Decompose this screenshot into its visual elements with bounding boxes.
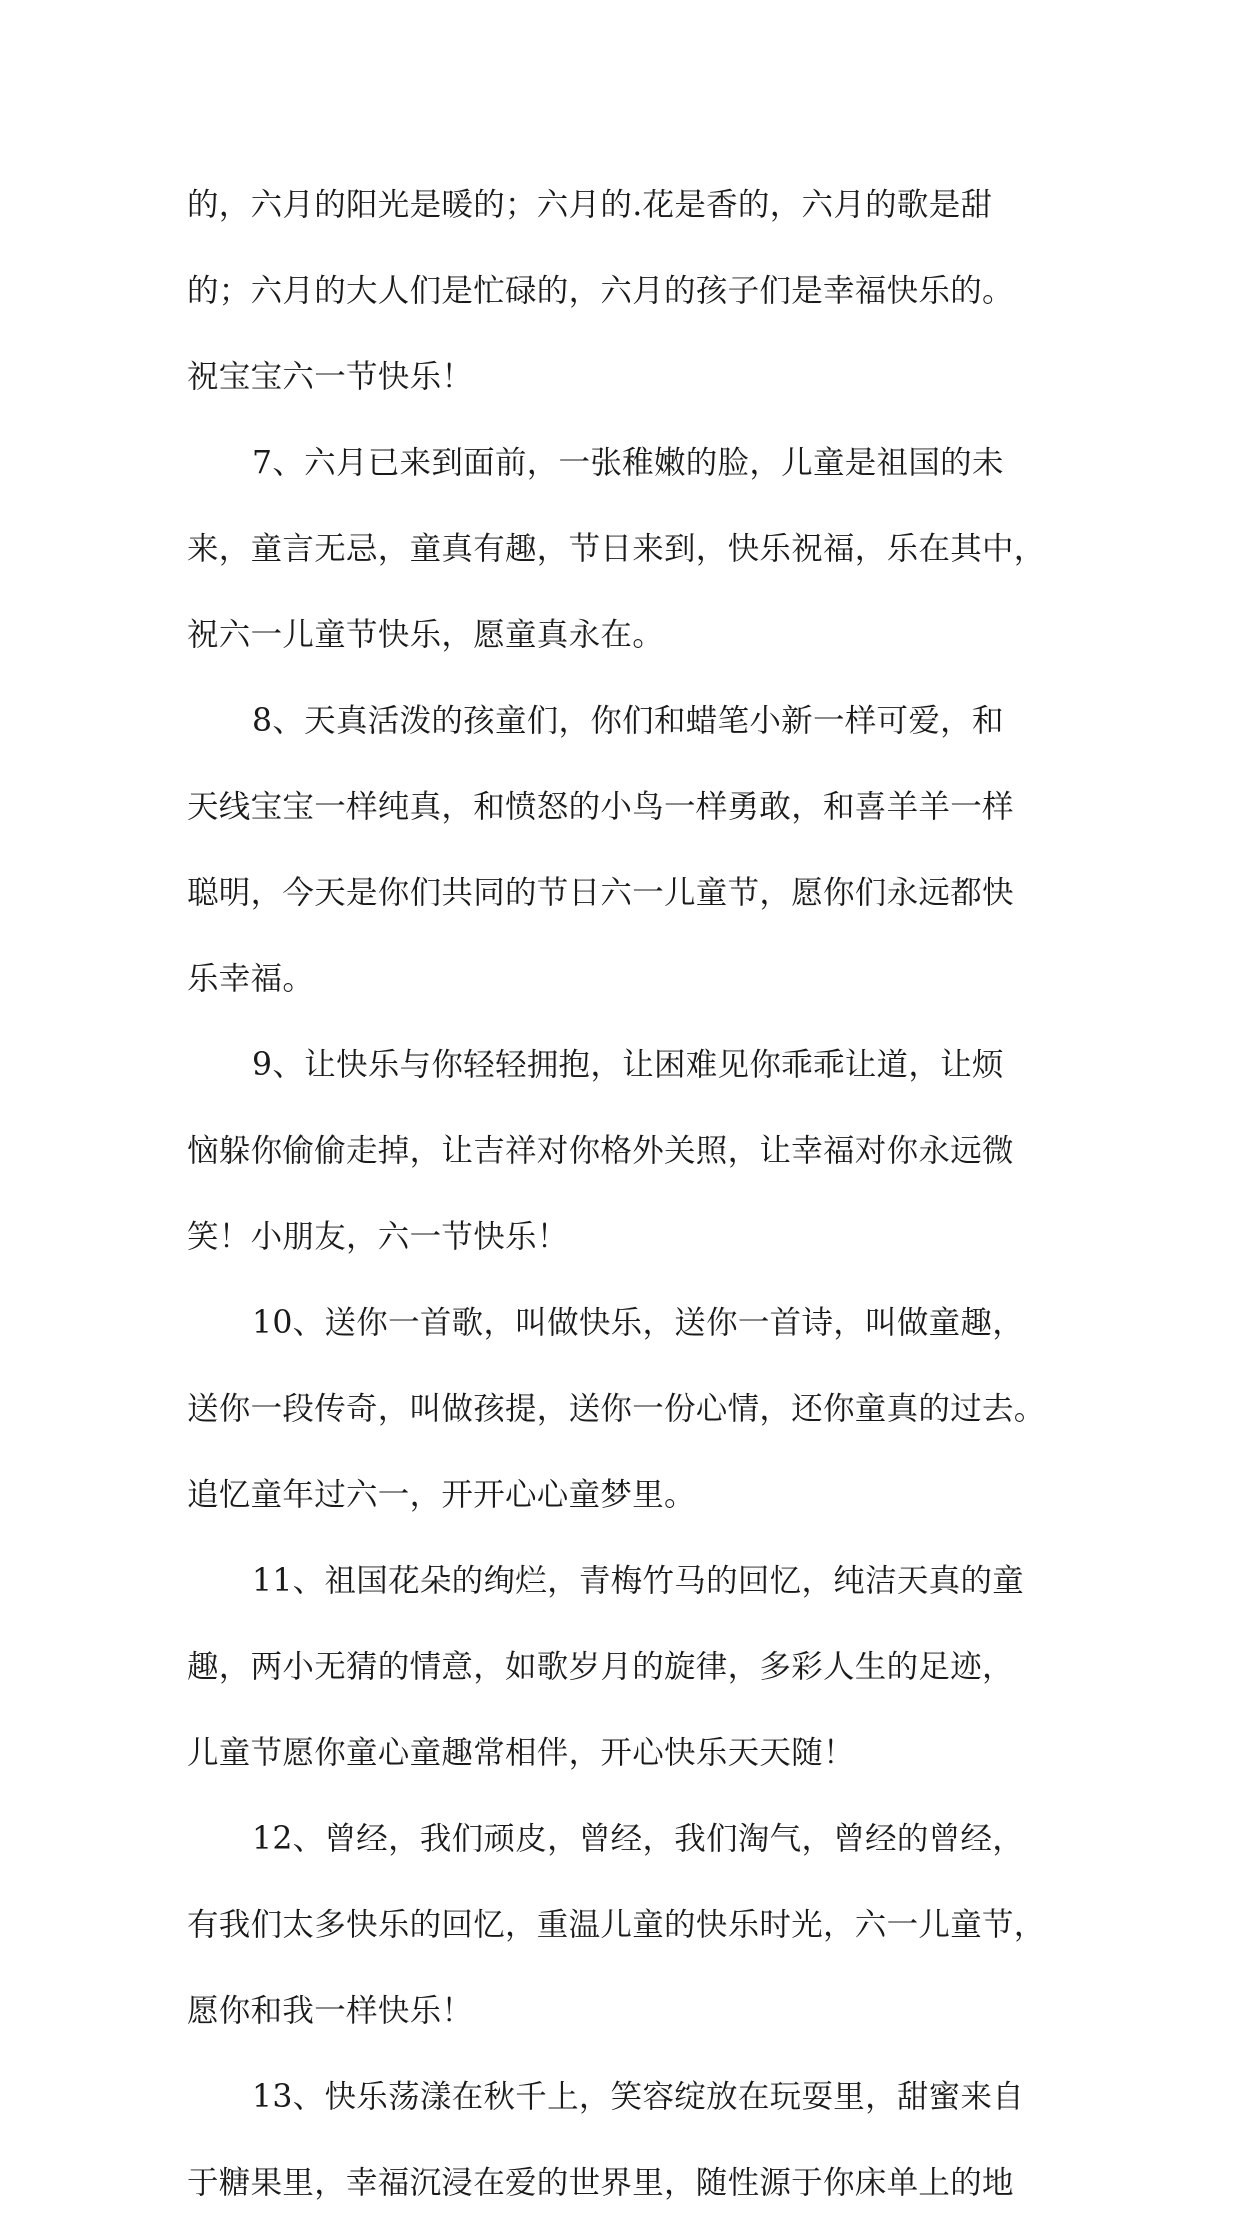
paragraph-12-first-line: 12、曾经，我们顽皮，曾经，我们淘气，曾经的曾经， bbox=[252, 1821, 1025, 1857]
paragraph-8-first-line: 8、天真活泼的孩童们，你们和蜡笔小新一样可爱，和 bbox=[252, 703, 1004, 739]
text-line: 笑！小朋友，六一节快乐！ bbox=[187, 1219, 569, 1255]
text-line: 天线宝宝一样纯真，和愤怒的小鸟一样勇敢，和喜羊羊一样 bbox=[187, 789, 1014, 825]
document-body bbox=[187, 162, 1067, 2226]
text-line: 的，六月的阳光是暖的；六月的.花是香的，六月的歌是甜 bbox=[187, 187, 993, 223]
text-line: 追忆童年过六一，开开心心童梦里。 bbox=[187, 1477, 696, 1513]
text-line: 愿你和我一样快乐！ bbox=[187, 1993, 474, 2029]
text-line: 聪明，今天是你们共同的节日六一儿童节，愿你们永远都快 bbox=[187, 875, 1014, 911]
text-line: 有我们太多快乐的回忆，重温儿童的快乐时光，六一儿童节， bbox=[187, 1907, 1046, 1943]
paragraph-10-first-line: 10、送你一首歌，叫做快乐，送你一首诗，叫做童趣， bbox=[252, 1305, 1025, 1341]
text-line: 趣，两小无猜的情意，如歌岁月的旋律，多彩人生的足迹， bbox=[187, 1649, 1014, 1685]
text-line: 送你一段传奇，叫做孩提，送你一份心情，还你童真的过去。 bbox=[187, 1391, 1046, 1427]
text-line: 来，童言无忌，童真有趣，节日来到，快乐祝福，乐在其中， bbox=[187, 531, 1046, 567]
paragraph-9-first-line: 9、让快乐与你轻轻拥抱，让困难见你乖乖让道，让烦 bbox=[252, 1047, 1004, 1083]
paragraph-11-first-line: 11、祖国花朵的绚烂，青梅竹马的回忆，纯洁天真的童 bbox=[252, 1563, 1025, 1599]
text-line: 于糖果里，幸福沉浸在爱的世界里，随性源于你床单上的地 bbox=[187, 2165, 1014, 2201]
paragraph-13-first-line: 13、快乐荡漾在秋千上，笑容绽放在玩耍里，甜蜜来自 bbox=[252, 2079, 1025, 2115]
text-line: 乐幸福。 bbox=[187, 961, 315, 997]
text-line: 恼躲你偷偷走掉，让吉祥对你格外关照，让幸福对你永远微 bbox=[187, 1133, 1014, 1169]
paragraph-7-first-line: 7、六月已来到面前，一张稚嫩的脸，儿童是祖国的未 bbox=[252, 445, 1004, 481]
text-line: 祝宝宝六一节快乐！ bbox=[187, 359, 474, 395]
text-line: 儿童节愿你童心童趣常相伴，开心快乐天天随！ bbox=[187, 1735, 855, 1771]
text-line: 祝六一儿童节快乐，愿童真永在。 bbox=[187, 617, 665, 653]
text-line: 的；六月的大人们是忙碌的，六月的孩子们是幸福快乐的。 bbox=[187, 273, 1014, 309]
